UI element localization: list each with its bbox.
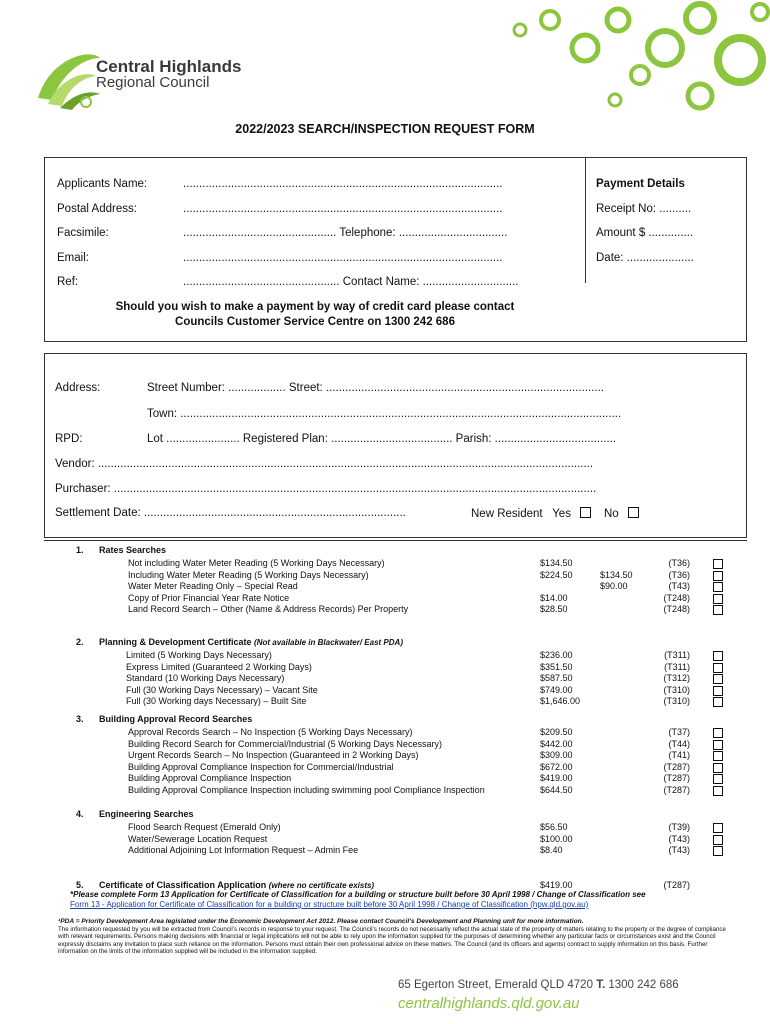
page-header: [0, 0, 770, 118]
applicant-name-label: Applicants Name:: [57, 178, 148, 190]
section-number: 4.: [76, 809, 84, 819]
search-item-code: (T43): [668, 581, 690, 592]
address-label: Address:: [55, 382, 101, 394]
applicant-name-field[interactable]: ....................................................................................................: [183, 178, 503, 190]
search-item-price: $8.40: [540, 845, 563, 856]
search-item-code: (T41): [668, 750, 690, 761]
search-item-description: Water/Sewerage Location Request: [128, 833, 268, 844]
applicant-details-box: [44, 157, 747, 342]
search-item-checkbox[interactable]: [713, 835, 723, 845]
search-item-code: (T44): [668, 738, 690, 749]
section-title: [99, 714, 252, 724]
council-name-line1: Central Highlands: [96, 57, 242, 76]
form-title: 2022/2023 SEARCH/INSPECTION REQUEST FORM: [235, 122, 535, 136]
search-item-checkbox[interactable]: [713, 697, 723, 707]
search-item-checkbox[interactable]: [713, 582, 723, 592]
search-item-code: (T310): [663, 696, 690, 707]
search-item-code: (T39): [668, 822, 690, 832]
credit-card-message-line1: Should you wish to make a payment by way of credit card please contact: [115, 301, 515, 313]
search-item-price: $134.50: [540, 558, 573, 568]
date-field[interactable]: Date: .....................: [596, 252, 694, 264]
search-item-description: Not including Water Meter Reading (5 Working Days Necessary): [128, 558, 385, 568]
town-field[interactable]: Town: ..........................................................................................................................................: [147, 408, 622, 420]
yes-label: Yes: [552, 508, 571, 520]
property-details-box: [44, 353, 747, 538]
search-item-description: Water Meter Reading Only – Special Read: [128, 581, 298, 592]
amount-field[interactable]: Amount $ ..............: [596, 227, 694, 239]
search-item-price: $672.00: [540, 761, 573, 772]
search-item-code: (T312): [663, 673, 690, 684]
section5-note: (where no certificate exists): [268, 881, 375, 890]
search-item-code: (T311): [664, 650, 690, 660]
footer-phone-label: T.: [596, 979, 606, 991]
no-label: No: [603, 508, 619, 520]
form13-note: *Please complete Form 13 Application for Certificate of Classification for a building or structure built before 30 April 1998 / Change of Classification see: [70, 890, 646, 899]
search-item-description: Including Water Meter Reading (5 Working Days Necessary): [128, 569, 369, 580]
search-item-checkbox[interactable]: [713, 686, 723, 696]
search-item-price: $587.50: [540, 673, 573, 684]
search-item-checkbox[interactable]: [713, 651, 723, 661]
search-item-description: Land Record Search – Other (Name & Address Records) Per Property: [128, 604, 409, 615]
search-item-code: (T36): [668, 569, 690, 580]
search-item-price: $749.00: [540, 684, 573, 695]
section5-title-text: Certificate of Classification Application: [99, 880, 267, 890]
search-item-price: $28.50: [540, 604, 568, 615]
section-title: [99, 637, 403, 647]
section-title: [99, 809, 194, 819]
search-item-checkbox[interactable]: [713, 605, 723, 615]
disclaimer-text: The information requested by you will be extracted from Council’s records in response to your request. The Council’s records do not necessarily reflect the actual state of the property of matters relating to the property or the degree of compliance with relevant requirements. Persons making decisions with financial or legal implications will not be able to rely upon the information supplied for the purposes of determining whether any particular facts or circumstances exist and the Council expressly disclaims any invitation to place such reliance on the information. Persons must obtain their own professional advice on these matters. The Council (and its officers and agents) contract to supply information on this basis. Further information on the limits of the information supplied will be included in the information supplied.: [58, 926, 726, 956]
purchaser-field[interactable]: Purchaser: .......................................................................................................................................................: [55, 483, 597, 495]
search-item-checkbox[interactable]: [713, 823, 723, 833]
search-item-checkbox[interactable]: [713, 786, 723, 796]
search-item-price: $442.00: [540, 738, 573, 749]
search-item-checkbox[interactable]: [713, 751, 723, 761]
ref-contact-field[interactable]: ................................................. Contact Name: ..............................: [183, 276, 519, 288]
council-name-line2: Regional Council: [96, 74, 210, 91]
search-item-price: $224.50: [540, 569, 573, 580]
search-item-checkbox[interactable]: [713, 663, 723, 673]
search-item-description: Full (30 Working Days Necessary) – Vacant Site: [126, 684, 318, 695]
settlement-date-field[interactable]: Settlement Date: ..................................................................................: [55, 507, 406, 519]
search-item-code: (T43): [668, 845, 690, 856]
search-item-price: $100.00: [540, 833, 573, 844]
search-item-description: Urgent Records Search – No Inspection (Guaranteed in 2 Working Days): [128, 750, 419, 761]
form13-link[interactable]: Form 13 - Application for Certificate of Classification for a building or structure built before 30 April 1998 / Change of Classification (hpw.qld.gov.au): [70, 900, 589, 909]
search-item-description: Copy of Prior Financial Year Rate Notice: [128, 592, 290, 603]
search-item-price: $209.50: [540, 727, 573, 737]
section-title-text: Engineering Searches: [99, 809, 194, 819]
search-item-description: Limited (5 Working Days Necessary): [126, 650, 272, 660]
payment-divider: [585, 158, 586, 283]
section-number: 3.: [76, 714, 84, 724]
facsimile-label: Facsimile:: [57, 227, 109, 239]
email-field[interactable]: ....................................................................................................: [183, 252, 503, 264]
search-services-list: [44, 540, 747, 970]
search-item-price: $419.00: [540, 773, 573, 784]
search-item-alt-price: $134.50: [600, 569, 633, 580]
search-item-price: $351.50: [540, 661, 573, 672]
payment-details-title: Payment Details: [596, 178, 685, 190]
search-item-price: $309.00: [540, 750, 573, 761]
search-item-checkbox[interactable]: [713, 559, 723, 569]
search-item-code: (T248): [663, 592, 690, 603]
search-item-code: (T36): [668, 558, 690, 568]
search-item-price: $1,646.00: [540, 696, 581, 707]
search-item-description: Building Approval Compliance Inspection: [128, 773, 292, 784]
search-item-description: Full (30 Working days Necessary) – Built Site: [126, 696, 307, 707]
search-item-description: Building Approval Compliance Inspection for Commercial/Industrial: [128, 761, 394, 772]
section-title-text: Planning & Development Certificate: [99, 637, 252, 647]
search-item-code: (T287): [663, 773, 690, 784]
rpd-label: RPD:: [55, 433, 83, 445]
section-number: 1.: [76, 545, 84, 555]
postal-address-field[interactable]: ....................................................................................................: [183, 203, 503, 215]
receipt-no-field[interactable]: Receipt No: ..........: [596, 203, 692, 215]
yes-checkbox[interactable]: [580, 507, 591, 518]
search-item-checkbox[interactable]: [713, 763, 723, 773]
search-item-code: (T287): [663, 785, 690, 795]
search-item-description: Express Limited (Guaranteed 2 Working Days): [126, 661, 312, 672]
section5-number: 5.: [76, 880, 84, 890]
no-checkbox[interactable]: [628, 507, 639, 518]
search-item-price: $236.00: [540, 650, 573, 660]
vendor-field[interactable]: Vendor: ...........................................................................................................................................................: [55, 458, 594, 470]
search-item-checkbox[interactable]: [713, 594, 723, 604]
footer-street: 65 Egerton Street, Emerald QLD 4720: [398, 979, 593, 991]
search-item-checkbox[interactable]: [713, 740, 723, 750]
search-item-description: Standard (10 Working Days Necessary): [126, 673, 285, 684]
search-item-checkbox[interactable]: [713, 728, 723, 738]
search-item-checkbox[interactable]: [713, 674, 723, 684]
search-item-price: $644.50: [540, 785, 573, 795]
search-item-code: (T248): [663, 604, 690, 615]
section5-title: [99, 880, 374, 890]
search-item-description: Additional Adjoining Lot Information Request – Admin Fee: [128, 845, 359, 856]
section-title-text: Rates Searches: [99, 545, 167, 555]
search-item-code: (T37): [668, 727, 690, 737]
pda-footnote: ¹PDA = Priority Development Area legislated under the Economic Development Act 2012. Please contact Council’s Development and Planning unit for more information.: [58, 918, 584, 925]
street-field[interactable]: Street Number: .................. Street: .......................................................................................: [147, 382, 604, 394]
search-item-description: Approval Records Search – No Inspection (5 Working Days Necessary): [128, 727, 413, 737]
search-item-alt-price: $90.00: [600, 581, 628, 592]
search-item-price: $56.50: [540, 822, 568, 832]
email-label: Email:: [57, 252, 89, 264]
search-item-checkbox[interactable]: [713, 846, 723, 856]
credit-card-message: [45, 300, 585, 330]
section5-code: (T287): [663, 880, 690, 890]
footer-phone: 1300 242 686: [608, 979, 679, 991]
section-number: 2.: [76, 637, 84, 647]
ref-label: Ref:: [57, 276, 79, 288]
facsimile-telephone-field[interactable]: ................................................ Telephone: ..................................: [183, 227, 508, 239]
new-resident-label: New Resident: [471, 508, 543, 520]
search-item-description: Flood Search Request (Emerald Only): [128, 822, 281, 832]
footer-website-link[interactable]: centralhighlands.qld.gov.au: [398, 995, 580, 1012]
search-item-description: Building Record Search for Commercial/Industrial (5 Working Days Necessary): [128, 738, 442, 749]
search-item-code: (T287): [663, 761, 690, 772]
search-item-code: (T43): [668, 833, 690, 844]
section5-price: $419.00: [540, 880, 573, 890]
credit-card-message-line2: Councils Customer Service Centre on 1300 242 686: [175, 316, 455, 328]
search-item-code: (T310): [663, 684, 690, 695]
new-resident-group: [471, 507, 639, 520]
section-note: (Not available in Blackwater/ East PDA): [254, 638, 403, 647]
postal-address-label: Postal Address:: [57, 203, 137, 215]
search-item-description: Building Approval Compliance Inspection including swimming pool Compliance Inspection: [128, 785, 485, 795]
decorative-circles-icon: [400, 0, 770, 118]
section-title: [99, 545, 166, 555]
footer-address: [398, 979, 679, 991]
search-item-checkbox[interactable]: [713, 571, 723, 581]
search-item-price: $14.00: [540, 592, 568, 603]
section-title-text: Building Approval Record Searches: [99, 714, 253, 724]
search-item-checkbox[interactable]: [713, 774, 723, 784]
search-item-code: (T311): [664, 661, 690, 672]
lot-plan-parish-field[interactable]: Lot ....................... Registered Plan: ...................................... Parish: ......................................: [147, 433, 617, 445]
